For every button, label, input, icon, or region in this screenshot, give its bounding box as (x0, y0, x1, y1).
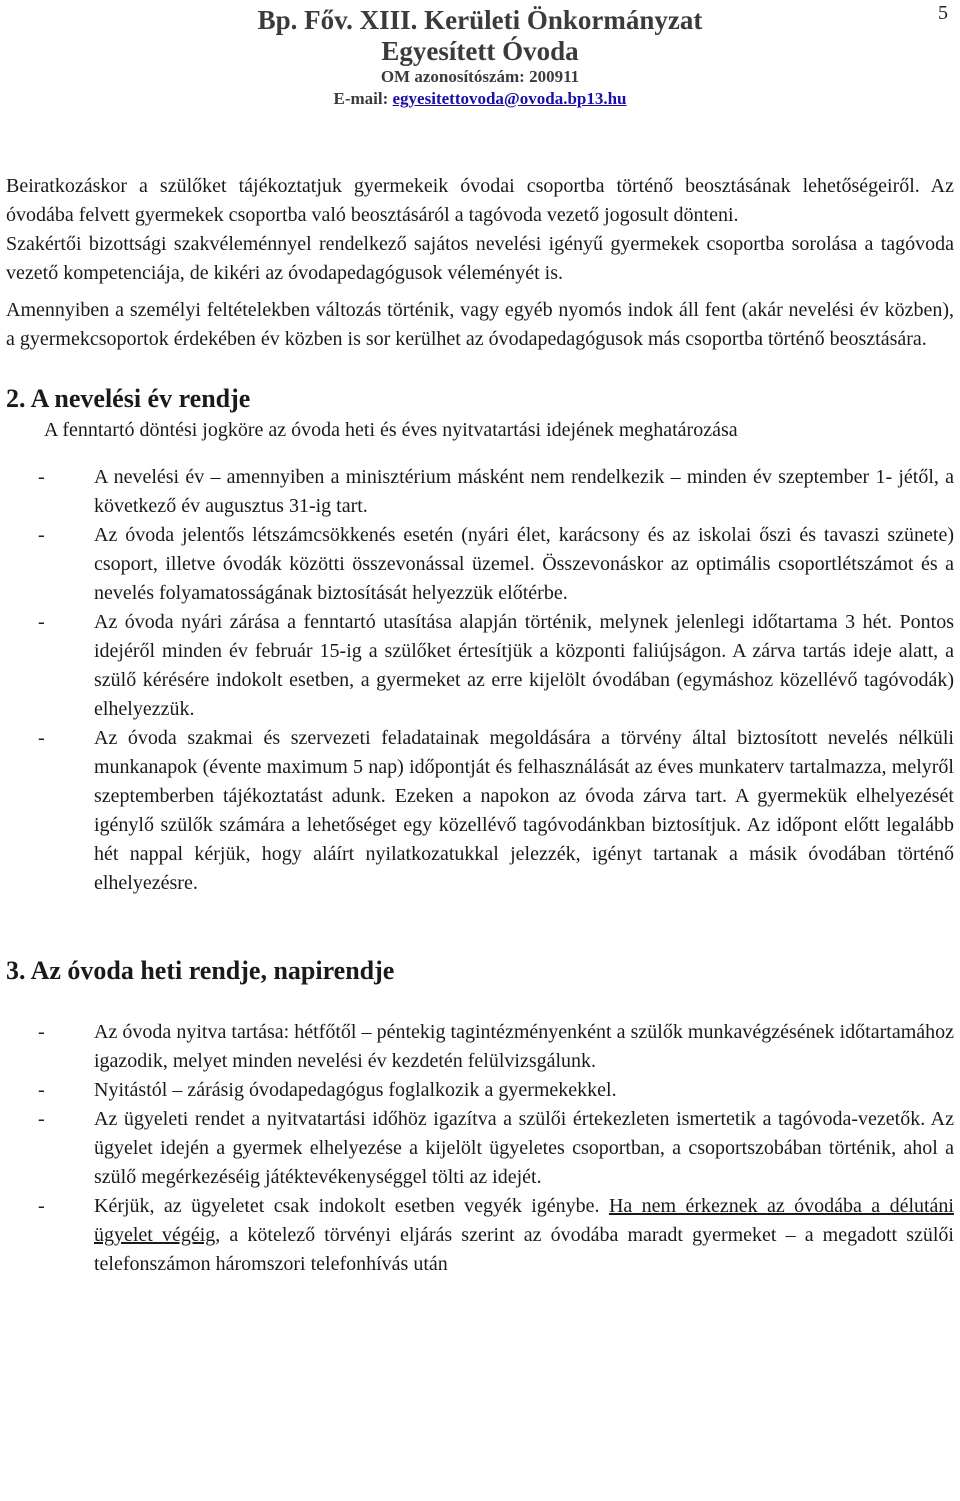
dash-bullet: - (38, 1108, 45, 1130)
dash-bullet: - (38, 727, 45, 749)
list-item-text: Az óvoda jelentős létszámcsökkenés esetén (nyári élet, karácsony és az iskolai őszi és tavaszi szünete) csoport, illetve óvodák közötti összevonással üzemel. Összevonáskor az optimális csoportlétszámot és a nevelés folyamatosságának biztosítását helyezzük előtérbe. (94, 524, 954, 604)
list-item-text: Az óvoda szakmai és szervezeti feladatainak megoldására a törvény által biztosított nevelés nélküli munkanapok (évente maximum 5 nap) időpontját és felhasználását az éves munkaterv tartalmazza, melyről szeptemberben tájékoztatást adunk. Ezeken a napokon az óvoda zárva tart. A gyermekük elhelyezését igénylő szülők számára a lehetőséget egy közellévő tagóvodánkban biztosítjuk. Az időpont előtt legalább hét nappal kérjük, hogy aláírt nyilatkozatukkal jelezzék, igényt tartanak a másik óvodában történő elhelyezésre. (94, 727, 954, 894)
list-item (6, 608, 954, 724)
header-email-link[interactable]: egyesitettovoda@ovoda.bp13.hu (392, 89, 627, 108)
header-email-label: E-mail: (333, 89, 393, 108)
section-2-list (6, 463, 954, 898)
list-item-text: Az óvoda nyári zárása a fenntartó utasítása alapján történik, melynek jelenlegi időtartama 3 hét. Pontos idejéről minden év február 15-ig a szülőket értesítjük a központi faliújságon. A zárva tartás ideje alatt, a szülő kérésére indokolt esetben, a gyermeket az erre kijelölt óvodában (egymáshoz közellévő tagóvodák) elhelyezzük. (94, 611, 954, 720)
list-item-text-part-1: Kérjük, az ügyeletet csak indokolt esetben vegyék igénybe. (94, 1195, 609, 1217)
list-item (6, 1076, 954, 1105)
page-number: 5 (938, 2, 948, 24)
header-om-id: OM azonosítószám: 200911 (380, 67, 580, 86)
intro-paragraph-1: Beiratkozáskor a szülőket tájékoztatjuk gyermekeik óvodai csoportba történő beosztásának lehetőségeiről. Az óvodába felvett gyermekek csoportba való beosztásáról a tagóvoda vezető jogosult dönteni. (6, 175, 954, 226)
header-institution: Egyesített Óvoda (381, 36, 579, 66)
dash-bullet: - (38, 466, 45, 488)
dash-bullet: - (38, 1195, 45, 1217)
list-item (6, 521, 954, 608)
section-2-title: 2. A nevelési év rendje (6, 384, 251, 413)
underlined-text: Ha nem érkeznek az óvodába a délutáni ügyelet végéig (94, 1195, 954, 1246)
list-item (6, 463, 954, 521)
header-municipality: Bp. Főv. XIII. Kerületi Önkormányzat (257, 5, 703, 35)
dash-bullet: - (38, 1021, 45, 1043)
list-item (6, 1105, 954, 1192)
list-item-text-part-2: , a kötelező törvényi eljárás szerint az óvodába maradt gyermeket – a megadott szülői telefonszámon háromszori telefonhívás után (94, 1224, 954, 1275)
section-3-title: 3. Az óvoda heti rendje, napirendje (6, 956, 395, 985)
section-2-subtitle: A fenntartó döntési jogköre az óvoda heti és éves nyitvatartási idejének meghatározása (44, 419, 738, 441)
document-header (0, 4, 960, 110)
header-email-line (0, 88, 960, 110)
list-item-text: Az ügyeleti rendet a nyitvatartási időhöz igazítva a szülői értekezleten ismertetik a tagóvoda-vezetők. Az ügyelet idején a gyermek elhelyezése a kijelölt ügyeletes csoportban, a csoportszobában történik, ahol a szülő megérkezéséig játéktevékenységgel tölti az idejét. (94, 1108, 954, 1188)
list-item (6, 1192, 954, 1279)
intro-paragraph-3: Amennyiben a személyi feltételekben változás történik, vagy egyéb nyomós indok áll fent (akár nevelési év közben), a gyermekcsoportok érdekében év közben is sor kerülhet az óvodapedagógusok más csoportba történő beosztására. (6, 299, 954, 350)
dash-bullet: - (38, 524, 45, 546)
intro-paragraph-2: Szakértői bizottsági szakvéleménnyel rendelkező sajátos nevelési igényű gyermekek csoportba sorolása a tagóvoda vezető kompetenciája, de kikéri az óvodapedagógusok véleményét is. (6, 233, 954, 284)
dash-bullet: - (38, 1079, 45, 1101)
list-item-text: Nyitástól – zárásig óvodapedagógus foglalkozik a gyermekekkel. (94, 1079, 617, 1101)
dash-bullet: - (38, 611, 45, 633)
list-item-text: A nevelési év – amennyiben a minisztérium másként nem rendelkezik – minden év szeptember 1- jétől, a következő év augusztus 31-ig tart. (94, 466, 954, 517)
list-item (6, 1018, 954, 1076)
list-item (6, 724, 954, 898)
document-body (6, 172, 954, 1279)
list-item-text: Az óvoda nyitva tartása: hétfőtől – péntekig tagintézményenként a szülők munkavégzésének időtartamához igazodik, melyet minden nevelési év kezdetén felülvizsgálunk. (94, 1021, 954, 1072)
section-3-list (6, 1018, 954, 1279)
